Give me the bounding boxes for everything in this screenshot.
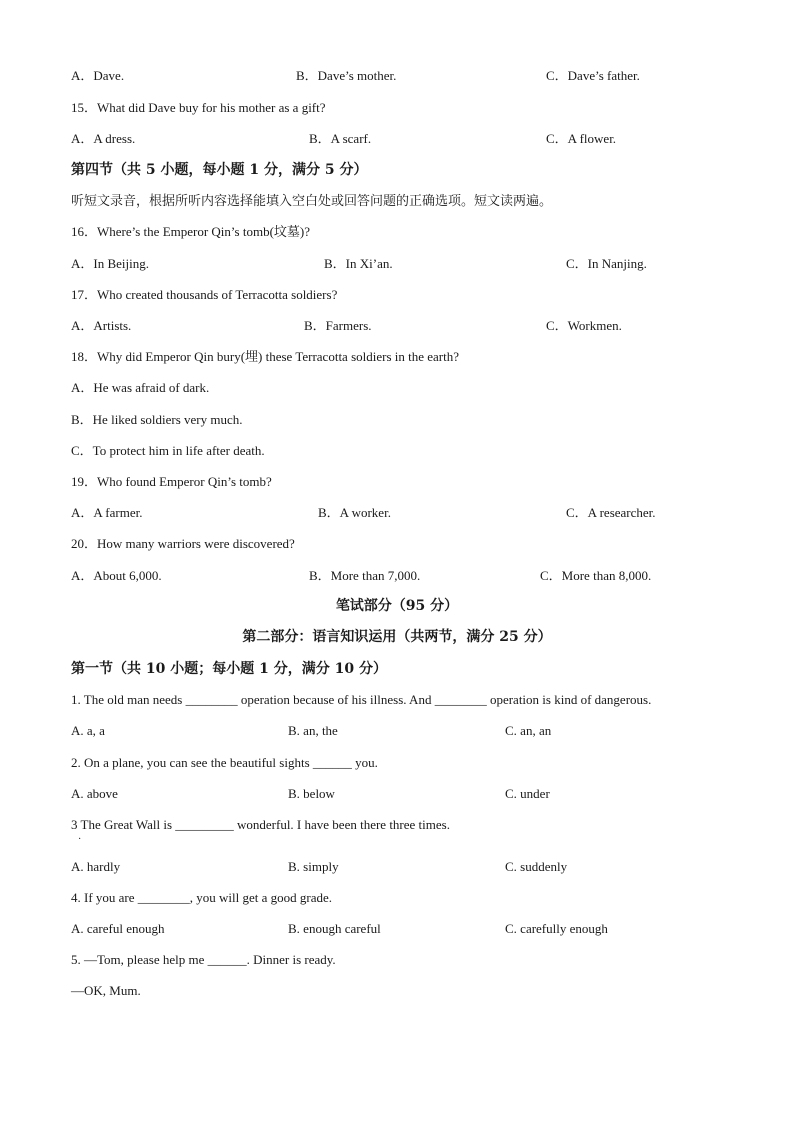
q19-option-c: C．A researcher. bbox=[566, 505, 656, 520]
q20-stem: 20．How many warriors were discovered? bbox=[71, 536, 295, 551]
q15-option-c: C．A flower. bbox=[546, 131, 617, 146]
q18-option-c: C．To protect him in life after death. bbox=[71, 443, 265, 458]
g4-option-b: B. enough careful bbox=[288, 921, 381, 936]
g1-option-b: B. an, the bbox=[288, 723, 338, 738]
part2-title: 第二部分：语言知识运用（共两节，满分 25 分） bbox=[242, 629, 552, 645]
q18-stem: 18．Why did Emperor Qin bury(埋) these Terracotta soldiers in the earth? bbox=[71, 349, 460, 364]
g2-option-c: C. under bbox=[505, 786, 550, 801]
g3-option-c: C. suddenly bbox=[505, 859, 568, 874]
q17-option-b: B．Farmers. bbox=[304, 318, 372, 333]
g1-option-c: C. an, an bbox=[505, 723, 552, 738]
g1-option-a: A. a, a bbox=[71, 723, 105, 738]
section4-title: 第四节（共 5 小题，每小题 1 分，满分 5 分） bbox=[71, 162, 368, 178]
q16-option-a: A．In Beijing. bbox=[71, 256, 149, 271]
g3-stray-dot: · bbox=[78, 834, 82, 845]
g4-stem: 4. If you are ________, you will get a good grade. bbox=[71, 890, 333, 905]
g5-reply: —OK, Mum. bbox=[71, 983, 141, 998]
q14-option-c: C．Dave’s father. bbox=[546, 68, 640, 83]
q15-option-b: B．A scarf. bbox=[309, 131, 372, 146]
q20-option-b: B．More than 7,000. bbox=[309, 568, 421, 583]
q14-option-a: A．Dave. bbox=[71, 68, 125, 83]
q17-stem: 17．Who created thousands of Terracotta soldiers? bbox=[71, 287, 338, 302]
g3-option-b: B. simply bbox=[288, 859, 339, 874]
q19-option-a: A．A farmer. bbox=[71, 505, 143, 520]
q18-option-b: B．He liked soldiers very much. bbox=[71, 412, 243, 427]
written-part-title: 笔试部分（95 分） bbox=[335, 598, 459, 614]
q19-option-b: B．A worker. bbox=[318, 505, 391, 520]
q17-option-a: A．Artists. bbox=[71, 318, 132, 333]
q16-option-c: C．In Nanjing. bbox=[566, 256, 647, 271]
g5-stem: 5. —Tom, please help me ______. Dinner is ready. bbox=[71, 952, 336, 967]
q18-option-a: A．He was afraid of dark. bbox=[71, 380, 210, 395]
g4-option-c: C. carefully enough bbox=[505, 921, 608, 936]
q20-option-a: A．About 6,000. bbox=[71, 568, 162, 583]
g3-stem: 3 The Great Wall is _________ wonderful. I have been there three times. bbox=[71, 817, 450, 832]
q15-option-a: A．A dress. bbox=[71, 131, 136, 146]
g2-option-a: A. above bbox=[71, 786, 118, 801]
q20-option-c: C．More than 8,000. bbox=[540, 568, 652, 583]
section4-instruction: 听短文录音，根据所听内容选择能填入空白处或回答问题的正确选项。短文读两遍。 bbox=[71, 193, 553, 208]
q14-option-b: B．Dave’s mother. bbox=[296, 68, 397, 83]
g2-stem: 2. On a plane, you can see the beautiful sights ______ you. bbox=[71, 755, 378, 770]
part2-section1-title: 第一节（共 10 小题；每小题 1 分，满分 10 分） bbox=[71, 661, 387, 677]
q15-stem: 15．What did Dave buy for his mother as a gift? bbox=[71, 100, 326, 115]
q17-option-c: C．Workmen. bbox=[546, 318, 622, 333]
g2-option-b: B. below bbox=[288, 786, 335, 801]
q16-option-b: B．In Xi’an. bbox=[324, 256, 393, 271]
q19-stem: 19．Who found Emperor Qin’s tomb? bbox=[71, 474, 272, 489]
g3-option-a: A. hardly bbox=[71, 859, 121, 874]
g1-stem: 1. The old man needs ________ operation because of his illness. And ________ operation is kind of dangerous. bbox=[71, 692, 652, 707]
q16-stem: 16．Where’s the Emperor Qin’s tomb(坟墓)? bbox=[71, 224, 310, 239]
g4-option-a: A. careful enough bbox=[71, 921, 165, 936]
